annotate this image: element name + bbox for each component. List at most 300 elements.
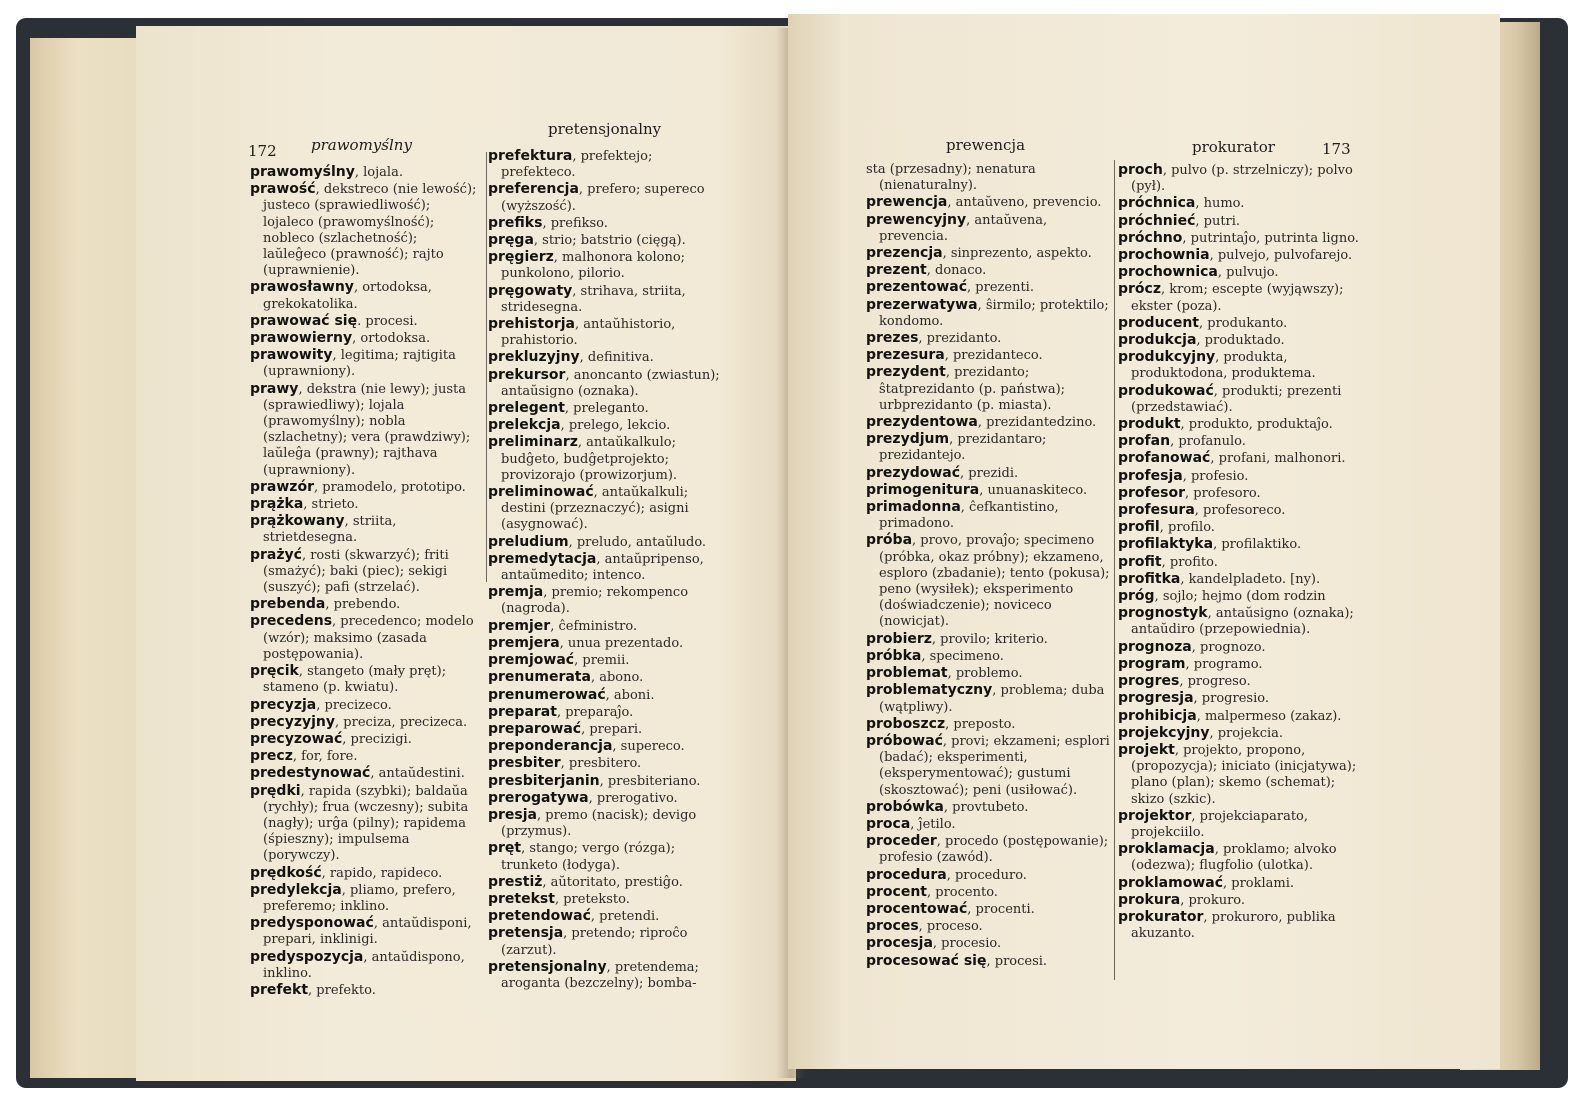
- definition: , putrintaĵo, putrinta ligno.: [1182, 230, 1359, 246]
- page-edges-left: [30, 38, 150, 1078]
- definition: , precedenco; modelo (wzór); maksimo (zasada postępowania).: [263, 614, 474, 662]
- dictionary-entry: [250, 164, 482, 181]
- dictionary-entry: [488, 720, 730, 738]
- definition: , donaco.: [926, 263, 987, 279]
- headword: premedytacja: [488, 550, 597, 567]
- dictionary-entry: [1118, 690, 1364, 707]
- headword: procent: [866, 883, 927, 900]
- headword: prognostyk: [1118, 605, 1208, 622]
- definition: , preparaĵo.: [556, 704, 634, 720]
- dictionary-entry: [250, 730, 482, 748]
- dictionary-entry: [866, 296, 1110, 330]
- dictionary-entry: [1118, 195, 1364, 212]
- headword: prefekt: [250, 981, 309, 998]
- dictionary-entry: [250, 748, 482, 765]
- definition: , prerogativo.: [588, 790, 678, 806]
- headword: produkować: [1118, 382, 1214, 399]
- headword: procesować się: [866, 952, 987, 969]
- definition: , antaŭpripenso, antaŭmedito; intenco.: [501, 551, 704, 584]
- dictionary-entry: [250, 330, 482, 347]
- dictionary-entry: [866, 532, 1110, 630]
- dictionary-entry: [1118, 484, 1364, 502]
- dictionary-entry: [866, 715, 1110, 733]
- headword: preferencja: [488, 181, 579, 198]
- right-page: [788, 14, 1500, 1069]
- definition: , produktado.: [1196, 333, 1285, 349]
- headword: presbiterjanin: [488, 772, 600, 789]
- dictionary-entry: [250, 981, 482, 999]
- dictionary-entry: [250, 478, 482, 496]
- headword: prawowity: [250, 347, 333, 364]
- dictionary-entry: [866, 900, 1110, 918]
- headword: progresja: [1118, 690, 1194, 707]
- definition: , provo, provaĵo; specimeno (próbka, okaz próbny); ekzameno, esploro (zbadanie); tento (pokusa); peno (wysiłek); eksperimento (doświadczenie); noviceco (nowicjat).: [879, 533, 1110, 630]
- headword: pręt: [488, 840, 522, 857]
- headword: prelegent: [488, 400, 565, 417]
- dictionary-entry: [250, 596, 482, 613]
- dictionary-entry: [1118, 570, 1364, 588]
- dictionary-entry: [1118, 162, 1364, 195]
- definition: , prognozo.: [1191, 639, 1266, 655]
- headword: profesja: [1118, 467, 1183, 484]
- headword: pręcik: [250, 663, 299, 680]
- definition: , supereco.: [612, 739, 685, 755]
- dictionary-entry: [866, 833, 1110, 866]
- dictionary-entry: [488, 214, 730, 232]
- dictionary-entry: [488, 925, 730, 958]
- definition: , produkti; prezenti (przedstawiać).: [1131, 383, 1342, 415]
- headword: premja: [488, 584, 544, 601]
- dictionary-entry: [488, 148, 730, 181]
- dictionary-entry: [1118, 247, 1364, 264]
- headword: prenumerować: [488, 686, 606, 703]
- dictionary-entry: [866, 665, 1110, 682]
- headword: prawomyślny: [250, 164, 355, 180]
- definition: , provi; ekzameni; esplori (badać); eksperimenti, (eksperymentować); gustumi (skosztować); peni (usiłować).: [879, 733, 1110, 798]
- definition: , procento.: [927, 884, 998, 900]
- definition: , preleganto.: [564, 401, 649, 417]
- definition: , proceduro.: [946, 867, 1027, 883]
- definition: , preteksto.: [554, 891, 630, 907]
- headword: preparat: [488, 703, 557, 720]
- headword: precyzja: [250, 696, 317, 713]
- definition: , problemo.: [947, 666, 1023, 682]
- headword: precedens: [250, 613, 333, 630]
- headword: prezes: [866, 330, 919, 347]
- definition: , ortodoksa.: [352, 331, 431, 347]
- dictionary-entry: [488, 772, 730, 790]
- definition: , premio; rekompenco (nagroda).: [501, 585, 689, 617]
- dictionary-entry: [1118, 382, 1364, 416]
- headword: profesor: [1118, 484, 1185, 501]
- dictionary-entry: [866, 245, 1110, 262]
- dictionary-entry: [1118, 314, 1364, 332]
- headword: prokura: [1118, 891, 1181, 908]
- definition: , pretendi.: [590, 909, 660, 925]
- headword: problemat: [866, 665, 948, 682]
- dictionary-entry: [250, 864, 482, 882]
- definition: , prefektejo; prefekteco.: [501, 149, 653, 181]
- headword: produkt: [1118, 416, 1181, 433]
- definition: , rosti (skwarzyć); friti (smażyć); baki (piec); sekigi (suszyć); pafi (strzelać).: [263, 547, 449, 596]
- dictionary-entry: [250, 881, 482, 915]
- dictionary-entry: [1118, 467, 1364, 485]
- headword: proces: [866, 918, 919, 935]
- dictionary-entry: [1118, 891, 1364, 909]
- running-head-left-b: pretensjonalny: [548, 120, 662, 138]
- definition: , precizeco.: [316, 697, 392, 713]
- headword: prenumerata: [488, 669, 591, 686]
- definition: , rapida (szybki); baldaŭa (rychły); frua (wczesny); subita (nagły); urĝa (pilny); rapidema (śpieszny); impulsema (porywczy).: [263, 783, 469, 864]
- headword: prerogatywa: [488, 789, 589, 806]
- headword: producent: [1118, 314, 1199, 331]
- dictionary-entry: [488, 349, 730, 366]
- definition: , procenti.: [967, 901, 1035, 917]
- dictionary-entry: [866, 499, 1110, 532]
- dictionary-entry: [250, 347, 482, 380]
- dictionary-entry: [866, 279, 1110, 296]
- dictionary-entry: [866, 194, 1110, 211]
- dictionary-entry: [866, 162, 1110, 194]
- headword: prefektura: [488, 148, 573, 164]
- definition: , prezidanteco.: [944, 348, 1043, 364]
- headword: program: [1118, 655, 1186, 672]
- definition: , putri.: [1195, 213, 1241, 229]
- headword: preliminować: [488, 484, 594, 501]
- headword: prawować się: [250, 312, 358, 329]
- dictionary-entry: [1118, 655, 1364, 673]
- definition: , lojala.: [354, 165, 403, 180]
- definition: , antaŭdisponi, prepari, inklinigi.: [263, 916, 472, 948]
- definition: , dekstra (nie lewy); justa (sprawiedliwy); lojala (prawomyślny); nobla (szlachetny); vera (prawdziwy); laŭleĝa (prawny); rajthava (uprawniony).: [263, 381, 471, 478]
- headword: prohibicja: [1118, 707, 1197, 724]
- definition: , aŭtoritato, prestiĝo.: [542, 874, 683, 890]
- definition: , profesoreco.: [1194, 503, 1286, 519]
- dictionary-entry: [250, 181, 482, 279]
- definition: , antaŭveno, prevencio.: [947, 195, 1102, 211]
- definition: , profesoro.: [1185, 485, 1261, 501]
- dictionary-entry: [1118, 673, 1364, 690]
- dictionary-entry: [866, 918, 1110, 935]
- headword: premjer: [488, 617, 551, 634]
- definition: , pretendo; riproĉo (zarzut).: [501, 926, 688, 958]
- definition: , ĉefkantistino, primadono.: [879, 500, 1059, 532]
- dictionary-entry: [488, 366, 730, 400]
- definition: , krom; escepte (wyjąwszy); ekster (poza).: [1131, 282, 1344, 314]
- dictionary-entry: [1118, 502, 1364, 519]
- dictionary-entry: [1118, 707, 1364, 725]
- dictionary-entry: [1118, 416, 1364, 433]
- headword: probierz: [866, 630, 932, 647]
- definition: , specimeno.: [921, 648, 1004, 664]
- definition: , prepari.: [581, 721, 643, 737]
- definition: , proceso.: [918, 919, 983, 935]
- headword: profilaktyka: [1118, 536, 1214, 553]
- dictionary-entry: [1118, 874, 1364, 892]
- dictionary-column-3: [866, 162, 1110, 970]
- headword: prawość: [250, 181, 316, 198]
- dictionary-entry: [866, 481, 1110, 499]
- dictionary-entry: [1118, 588, 1364, 605]
- dictionary-entry: [1118, 908, 1364, 942]
- headword: prążkowany: [250, 513, 345, 530]
- definition: , unua prezentado.: [559, 635, 684, 651]
- definition: , produkanto.: [1199, 315, 1288, 331]
- headword: predyspozycja: [250, 948, 364, 965]
- dictionary-entry: [250, 948, 482, 982]
- definition: , progresio.: [1193, 691, 1269, 707]
- headword: próchnica: [1118, 195, 1196, 212]
- headword: probówka: [866, 798, 944, 815]
- headword: precyzyjny: [250, 713, 336, 730]
- dictionary-entry: [866, 883, 1110, 901]
- definition: , prokuroro, publika akuzanto.: [1131, 909, 1336, 942]
- dictionary-entry: [250, 765, 482, 782]
- definition: , humo.: [1195, 196, 1245, 212]
- headword: primadonna: [866, 499, 961, 516]
- definition: , prokuro.: [1180, 892, 1246, 908]
- definition: sta (przesadny); nenatura (nienaturalny).: [866, 162, 1036, 194]
- headword: prognoza: [1118, 638, 1192, 655]
- dictionary-entry: [488, 890, 730, 908]
- running-head-left-a: prawomyślny: [311, 136, 412, 154]
- definition: , progreso.: [1179, 674, 1251, 690]
- headword: preparować: [488, 720, 582, 737]
- definition: , stango; vergo (rózga); trunketo (łodyga).: [501, 841, 676, 873]
- dictionary-entry: [250, 279, 482, 312]
- dictionary-entry: [488, 533, 730, 551]
- headword: prezent: [866, 262, 927, 279]
- headword: profil: [1118, 519, 1160, 536]
- definition: , antaŭhistorio, prahistorio.: [501, 317, 676, 349]
- headword: prawy: [250, 380, 299, 397]
- definition: , procedo (postępowanie); profesio (zawód).: [879, 834, 1109, 866]
- headword: premjera: [488, 634, 560, 651]
- definition: , provtubeto.: [943, 799, 1029, 815]
- headword: pretensja: [488, 925, 564, 942]
- definition: , produkta, produktodona, produktema.: [1131, 350, 1316, 382]
- headword: próba: [866, 532, 913, 549]
- definition: , pretendema; aroganta (bezczelny); bomba-: [501, 959, 699, 991]
- definition: , prezidantedzino.: [977, 415, 1097, 431]
- headword: produkcyjny: [1118, 349, 1216, 366]
- running-head-right-b: prokurator: [1192, 138, 1275, 156]
- headword: precyzować: [250, 730, 343, 747]
- definition: , preposto.: [945, 716, 1016, 732]
- headword: prędki: [250, 782, 301, 799]
- definition: , anoncanto (zwiastun); antaŭsigno (oznaka).: [501, 367, 720, 399]
- headword: prezydjum: [866, 431, 950, 448]
- dictionary-entry: [488, 232, 730, 249]
- dictionary-entry: [250, 546, 482, 597]
- headword: próchnieć: [1118, 212, 1196, 229]
- dictionary-entry: [488, 181, 730, 214]
- headword: prędkość: [250, 864, 322, 881]
- dictionary-entry: [488, 908, 730, 925]
- dictionary-entry: [866, 935, 1110, 952]
- definition: , antaŭkalkuli; destini (przeznaczyć); asigni (asygnować).: [501, 485, 689, 533]
- definition: , pulvo (p. strzelniczy); polvo (pył).: [1131, 163, 1353, 195]
- definition: , legitima; rajtigita (uprawniony).: [263, 348, 456, 380]
- dictionary-entry: [866, 732, 1110, 799]
- headword: predysponować: [250, 915, 374, 932]
- dictionary-entry: [866, 866, 1110, 884]
- headword: prażyć: [250, 546, 302, 563]
- dictionary-entry: [1118, 264, 1364, 281]
- dictionary-entry: [1118, 281, 1364, 314]
- definition: , pliamo, prefero, preferemo; inklino.: [263, 882, 456, 914]
- definition: , proklami.: [1223, 875, 1295, 891]
- dictionary-entry: [488, 652, 730, 669]
- definition: , striita, strietdesegna.: [263, 514, 397, 546]
- headword: pręga: [488, 232, 534, 249]
- headword: prochownica: [1118, 264, 1218, 281]
- headword: profan: [1118, 433, 1171, 450]
- headword: prekluzyjny: [488, 349, 580, 366]
- dictionary-entry: [866, 464, 1110, 482]
- definition: , profito.: [1161, 554, 1218, 570]
- definition: , dekstreco (nie lewość); justeco (sprawiedliwość); lojaleco (prawomyślność); nobleco (szlachetność); laŭleĝeco (prawność); rajto (uprawnienie).: [263, 182, 477, 279]
- dictionary-column-4: [1118, 162, 1364, 942]
- headword: produkcja: [1118, 332, 1197, 349]
- headword: prehistorja: [488, 316, 575, 333]
- definition: , stangeto (mały pręt); stameno (p. kwiatu).: [263, 664, 447, 696]
- definition: , prebendo.: [325, 597, 401, 613]
- headword: prewencyjny: [866, 211, 967, 228]
- definition: , antaŭdispono, inklino.: [263, 949, 465, 981]
- definition: , antaŭvena, prevencia.: [879, 212, 1048, 244]
- headword: preponderancja: [488, 738, 613, 755]
- dictionary-entry: [866, 630, 1110, 648]
- headword: projekt: [1118, 741, 1175, 758]
- definition: , provilo; kriterio.: [931, 631, 1048, 647]
- dictionary-entry: [488, 686, 730, 704]
- dictionary-entry: [250, 496, 482, 513]
- dictionary-entry: [866, 647, 1110, 665]
- definition: , precizigi.: [342, 731, 412, 747]
- headword: prezerwatywa: [866, 296, 978, 313]
- page-number-left: 172: [248, 142, 277, 160]
- dictionary-entry: [250, 312, 482, 330]
- headword: proceder: [866, 833, 937, 850]
- definition: , pulvujo.: [1217, 265, 1279, 281]
- left-page: [136, 26, 796, 1081]
- dictionary-entry: [488, 634, 730, 652]
- dictionary-entry: [866, 211, 1110, 245]
- dictionary-entry: [250, 663, 482, 696]
- headword: prawosławny: [250, 279, 354, 296]
- definition: , preludo, antaŭludo.: [568, 534, 707, 550]
- definition: , projekto, propono, (propozycja); iniciato (inicjatywa); plano (plan); skemo (schemat); skizo (szkic).: [1131, 742, 1357, 807]
- headword: prestiż: [488, 873, 543, 890]
- headword: preludium: [488, 533, 569, 550]
- definition: , prelego, lekcio.: [560, 418, 671, 434]
- headword: prezydent: [866, 364, 946, 381]
- headword: próbować: [866, 732, 943, 749]
- headword: prochownia: [1118, 247, 1210, 264]
- definition: , problema; duba (wątpliwy).: [879, 683, 1105, 715]
- dictionary-entry: [1118, 841, 1364, 874]
- headword: projekcyjny: [1118, 724, 1210, 741]
- dictionary-entry: [488, 669, 730, 686]
- dictionary-entry: [1118, 741, 1364, 808]
- dictionary-entry: [488, 417, 730, 434]
- definition: , prefekto.: [308, 982, 376, 998]
- definition: , malhonora kolono; punkolono, pilorio.: [501, 250, 686, 282]
- definition: , premii.: [574, 653, 630, 669]
- headword: problematyczny: [866, 682, 993, 699]
- definition: , antaŭsigno (oznaka); antaŭdiro (przepowiednia).: [1131, 606, 1354, 638]
- headword: precz: [250, 748, 293, 765]
- definition: , prezidanto; ŝtatprezidanto (p. państwa); urbprezidanto (p. miasta).: [879, 365, 1066, 413]
- headword: progres: [1118, 673, 1180, 690]
- definition: , prefikso.: [542, 215, 608, 231]
- headword: próg: [1118, 588, 1155, 605]
- headword: procedura: [866, 866, 947, 883]
- dictionary-entry: [1118, 536, 1364, 553]
- dictionary-entry: [488, 873, 730, 891]
- headword: procentować: [866, 900, 968, 917]
- headword: prążka: [250, 496, 304, 513]
- definition: , pramodelo, prototipo.: [313, 479, 466, 495]
- dictionary-entry: [488, 958, 730, 992]
- dictionary-entry: [866, 952, 1110, 970]
- headword: pręgierz: [488, 249, 554, 266]
- definition: . procesi.: [357, 313, 418, 329]
- dictionary-entry: [488, 755, 730, 772]
- headword: profitka: [1118, 570, 1181, 587]
- dictionary-entry: [250, 782, 482, 865]
- dictionary-entry: [488, 738, 730, 755]
- headword: proch: [1118, 162, 1163, 178]
- dictionary-entry: [1118, 553, 1364, 571]
- headword: prezydentowa: [866, 414, 978, 431]
- headword: proboszcz: [866, 715, 946, 732]
- headword: próchno: [1118, 229, 1183, 246]
- definition: , profilo.: [1159, 520, 1215, 536]
- headword: profit: [1118, 553, 1162, 570]
- headword: prebenda: [250, 596, 326, 613]
- definition: , rapido, rapideco.: [321, 865, 443, 881]
- headword: profesura: [1118, 502, 1195, 519]
- dictionary-entry: [488, 282, 730, 316]
- dictionary-entry: [488, 617, 730, 635]
- running-head-right-a: prewencja: [946, 136, 1026, 154]
- dictionary-entry: [1118, 450, 1364, 467]
- dictionary-entry: [250, 380, 482, 479]
- headword: pretekst: [488, 890, 555, 907]
- definition: , strieto.: [303, 497, 359, 513]
- headword: proca: [866, 815, 911, 832]
- definition: , prezidanto.: [918, 331, 1002, 347]
- definition: , presbitero.: [560, 756, 642, 772]
- headword: prefiks: [488, 214, 543, 231]
- definition: , produkto, produktaĵo.: [1180, 417, 1333, 433]
- dictionary-entry: [488, 434, 730, 484]
- dictionary-entry: [866, 431, 1110, 464]
- definition: , unuanaskiteco.: [979, 482, 1088, 498]
- headword: próbka: [866, 647, 922, 664]
- headword: premjować: [488, 652, 575, 669]
- dictionary-column-2: [488, 148, 730, 992]
- headword: preliminarz: [488, 434, 578, 451]
- definition: , strio; batstrio (cięgą).: [533, 233, 686, 249]
- definition: , sojlo; hejmo (dom rodzin: [1154, 589, 1326, 605]
- dictionary-entry: [488, 703, 730, 721]
- dictionary-entry: [488, 484, 730, 534]
- headword: prezencja: [866, 245, 943, 262]
- dictionary-entry: [866, 364, 1110, 414]
